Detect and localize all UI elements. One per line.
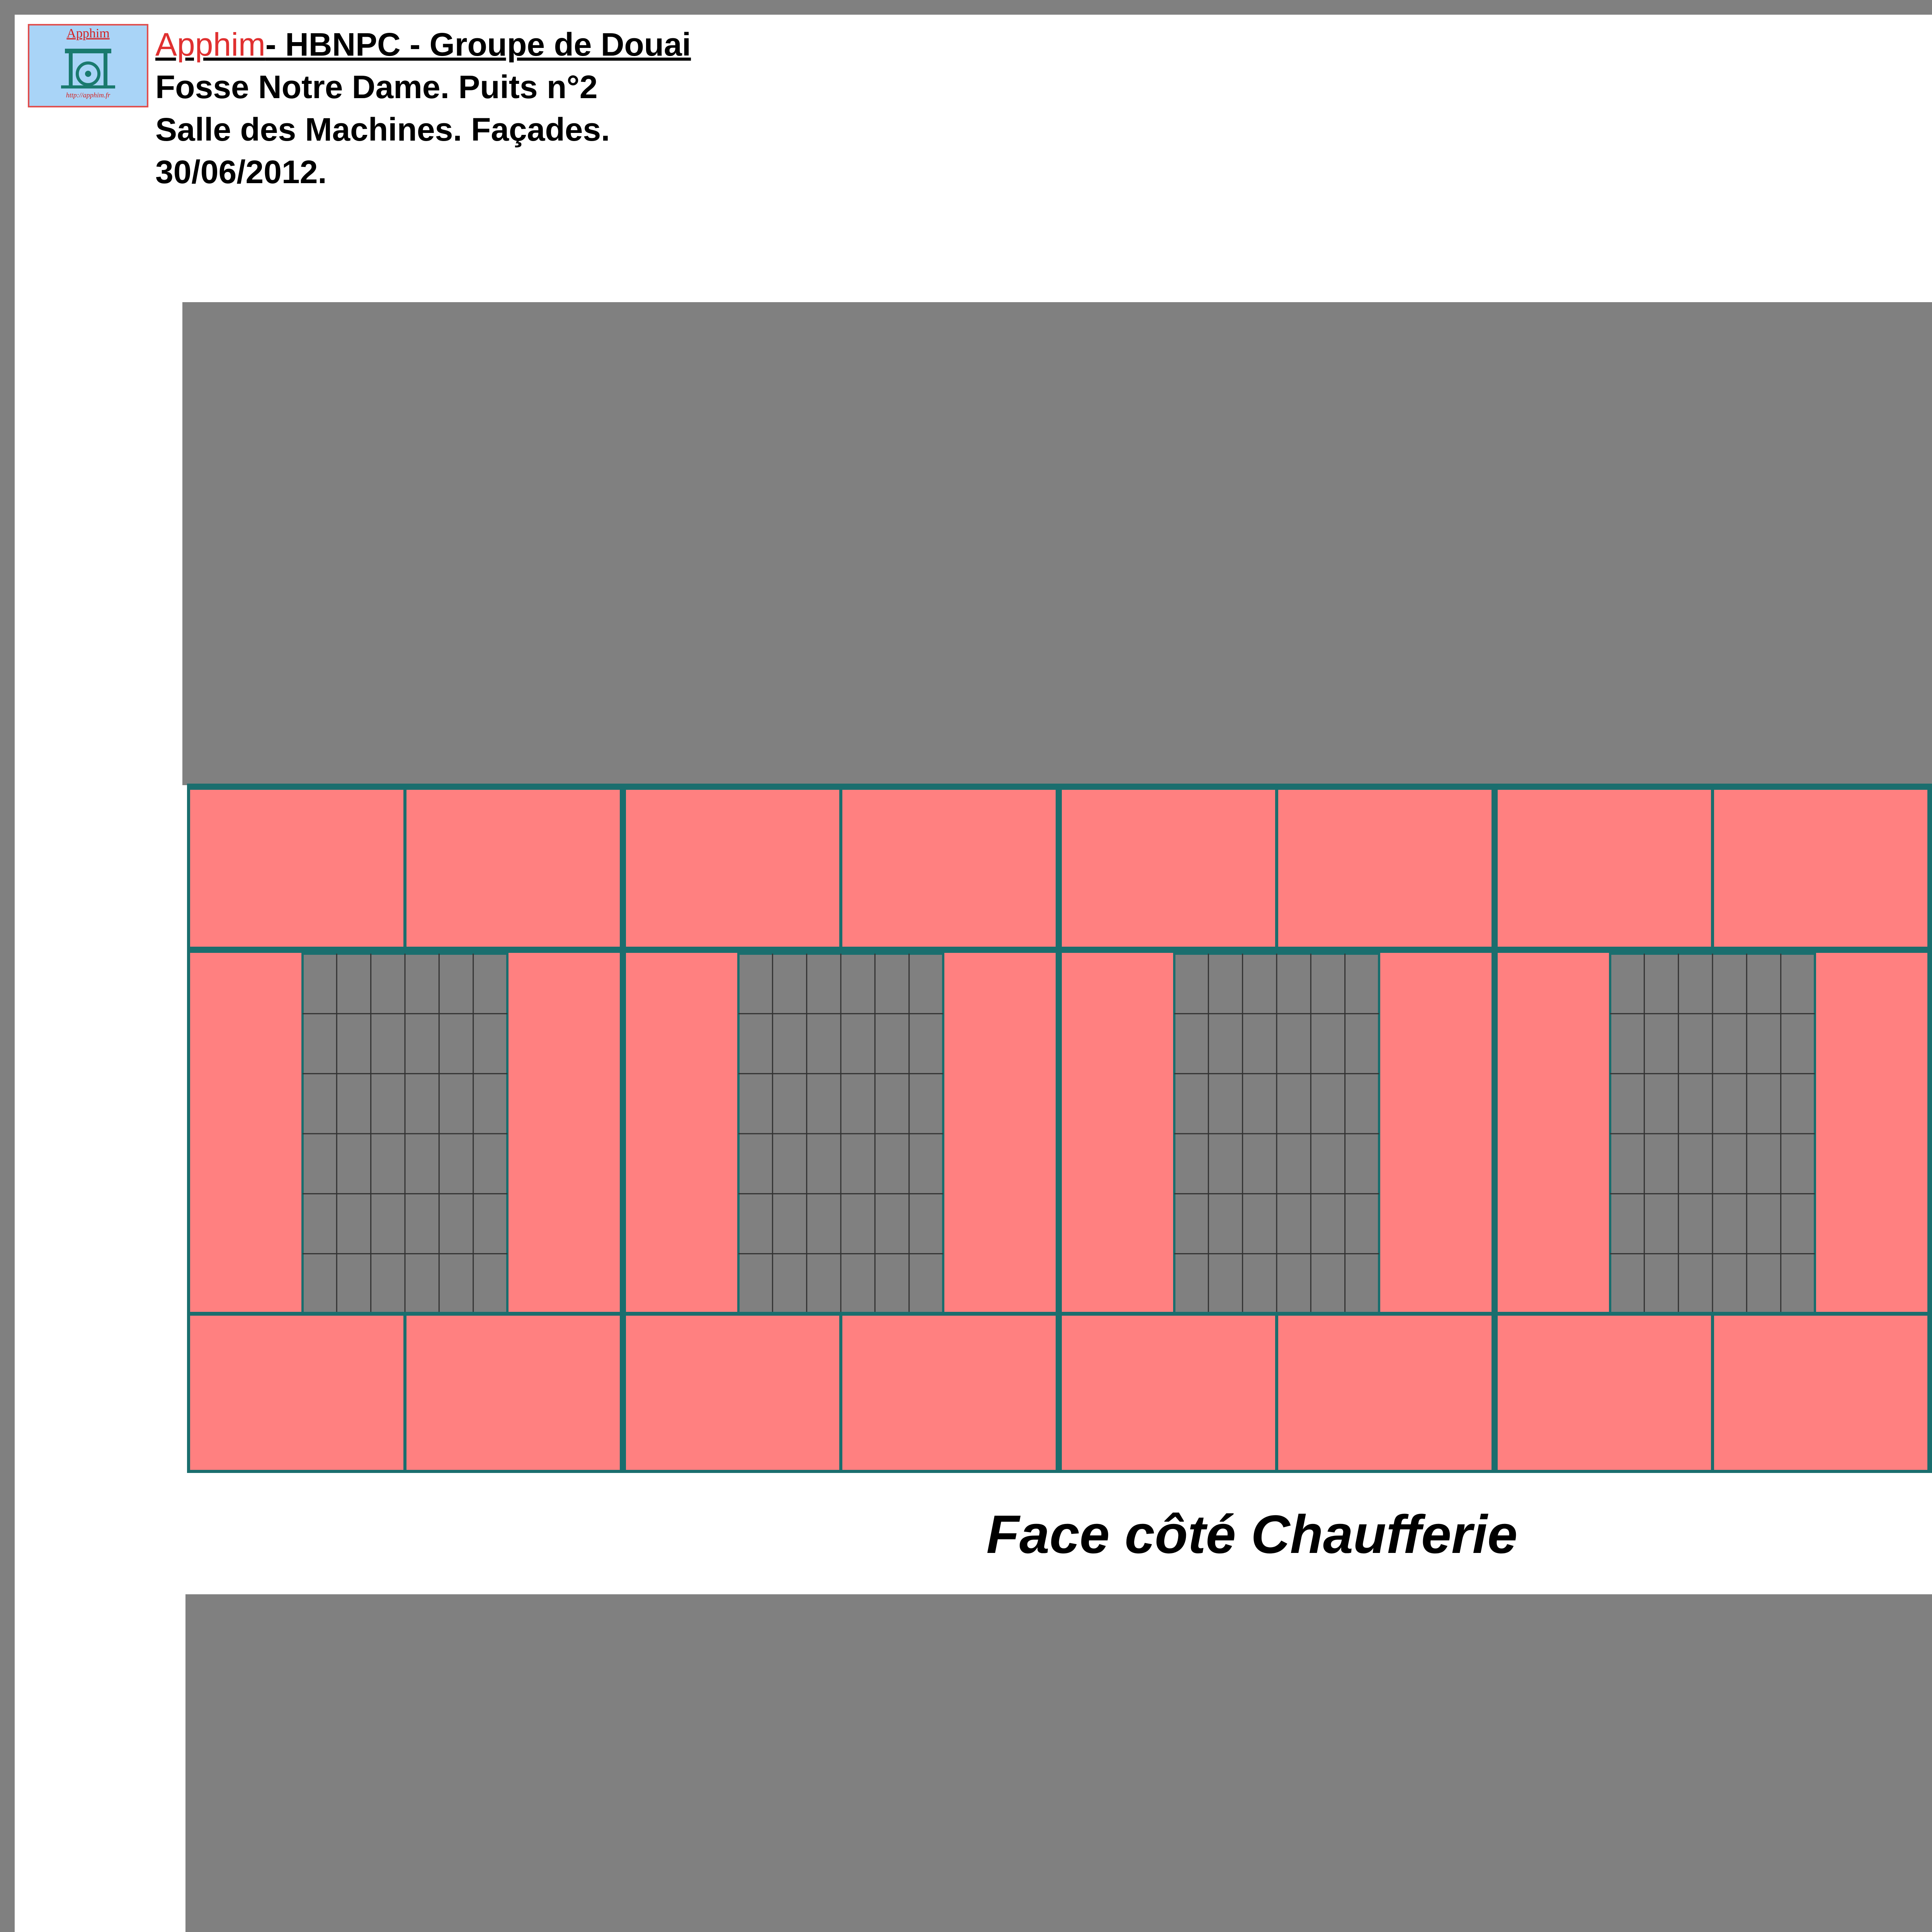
winding-machine-icon [57, 41, 119, 91]
facade-1 [187, 784, 1932, 1473]
header-line-3: Salle des Machines. Façades. [155, 111, 610, 148]
header-line-1 [155, 23, 691, 66]
header-date: 30/06/2012. [155, 154, 327, 190]
header-brand: Apphim [155, 26, 265, 63]
logo-url: http://apphim.fr [66, 91, 111, 99]
roof-1 [182, 302, 1932, 785]
header-org: - HBNPC - Groupe de Douai [265, 26, 691, 63]
header-line-2: Fosse Notre Dame. Puits n°2 [155, 69, 598, 105]
roof-2 [185, 1594, 1932, 1932]
drawing-header [155, 23, 691, 193]
apphim-logo [28, 24, 148, 107]
logo-title: Apphim [66, 26, 110, 41]
facade-1-caption: Face côté Chaufferie [986, 1504, 1518, 1565]
